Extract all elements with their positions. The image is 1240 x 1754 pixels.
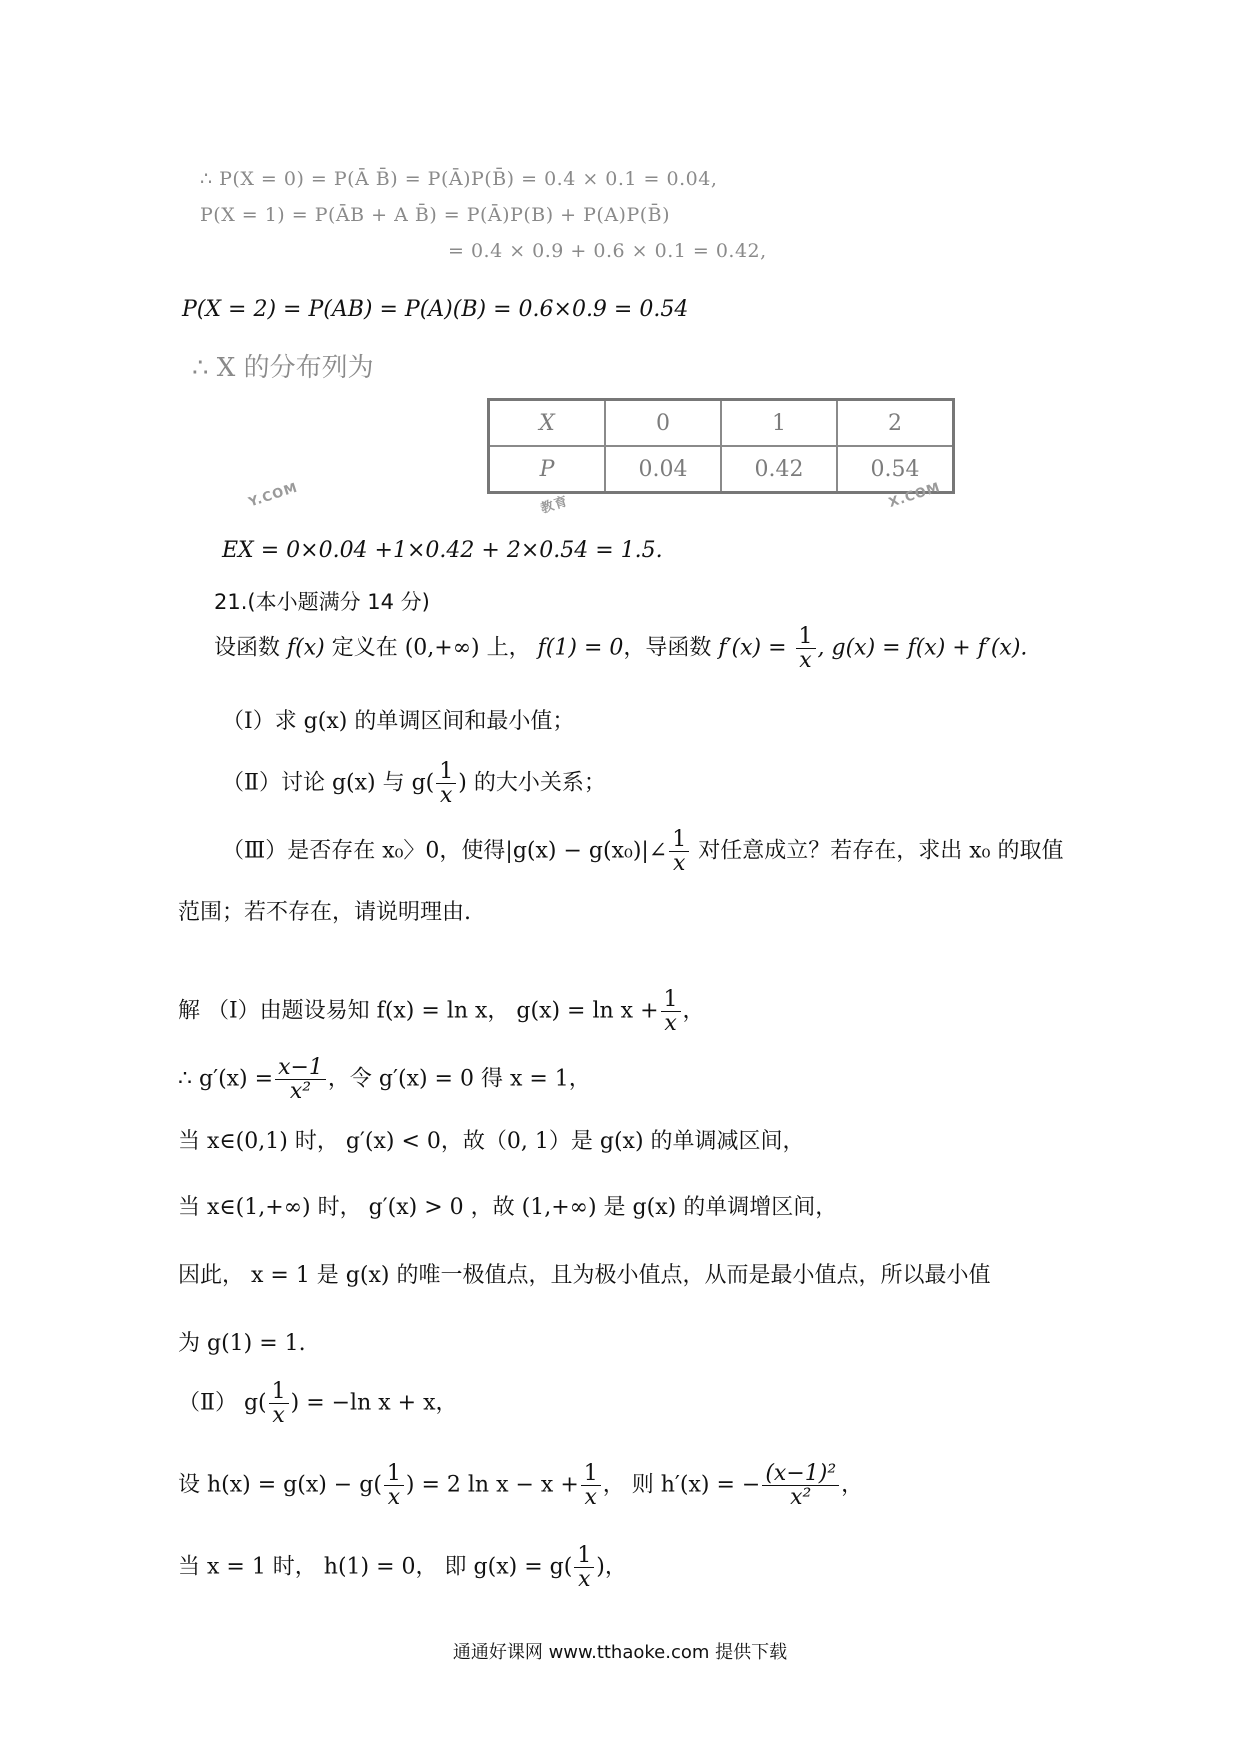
watermark: X.COM: [886, 480, 943, 511]
page-footer: 通通好课网 www.tthaoke.com 提供下载: [452, 1642, 788, 1663]
math-segment: , g(x) = f(x) + f′(x).: [817, 635, 1028, 661]
question-21-text: [214, 625, 1027, 672]
question-part-3-continued: 范围；若不存在，请说明理由.: [178, 900, 471, 925]
table-row: [489, 400, 954, 447]
question-part-1: （Ⅰ）求 g(x) 的单调区间和最小值；: [222, 709, 575, 734]
distribution-title: ∴ X 的分布列为: [192, 353, 374, 383]
math-segment: (0,+∞): [404, 635, 480, 661]
solution-line: （Ⅱ） g( $\frac{1}{x}$ ) = −ln x + x，: [178, 1379, 458, 1429]
watermark: Y.COM: [246, 480, 300, 511]
solution-line: 当 x∈(0,1) 时， g′(x) < 0，故（0, 1）是 g(x) 的单调减区间，: [178, 1129, 805, 1154]
prob-x1-continued: = 0.4 × 0.9 + 0.6 × 0.1 = 0.42,: [448, 240, 767, 262]
solution-line: 当 x = 1 时， h(1) = 0， 即 g(x) = g( $\frac{1}{x}$ )，: [178, 1543, 627, 1593]
table-cell: 0.04: [605, 446, 721, 493]
solution-line: 当 x∈(1,+∞) 时， g′(x) > 0 ，故 (1,+∞) 是 g(x) 的单调增区间，: [178, 1195, 838, 1220]
table-cell: 0: [605, 400, 721, 447]
solution-line: 因此， x = 1 是 g(x) 的唯一极值点，且为极小值点，从而是最小值点，所以最小值: [178, 1263, 991, 1288]
solution-line: 设 h(x) = g(x) − g( $\frac{1}{x}$ ) = 2 ln x − x + $\frac{1}{x}$ ， 则 h′(x) = − $\frac{\text{(x−1)²}}{\text{x²}}$ ，: [178, 1461, 864, 1511]
question-part-2: （Ⅱ）讨论 g(x) 与 g( $\frac{1}{x}$ ) 的大小关系；: [222, 759, 606, 809]
fraction: $\frac{1}{x}$: [581, 1462, 601, 1509]
question-part-3: （Ⅲ）是否存在 x₀〉0，使得|g(x) − g(x₀)|∠ $\frac{1}{x}$ 对任意成立？若存在，求出 x₀ 的取值: [222, 827, 1064, 877]
fraction: $\frac{\text{(x−1)²}}{\text{x²}}$: [762, 1462, 839, 1509]
fraction: $\frac{1}{x}$: [436, 760, 456, 807]
fraction: $\frac{1}{x}$: [661, 988, 681, 1035]
table-row: [489, 446, 954, 493]
table-cell: P: [489, 446, 606, 493]
solution-line: 解 （Ⅰ）由题设易知 f(x) = ln x， g(x) = ln x + $\frac{1}{x}$ ，: [178, 987, 705, 1037]
math-segment: f′(x) =: [718, 635, 794, 661]
question-21-title: 21.(本小题满分 14 分): [214, 590, 430, 614]
text-segment: 上，: [479, 635, 538, 661]
fraction: $\frac{1}{x}$: [669, 828, 689, 875]
solution-line: ∴ g′(x) = $\frac{x-1}{\text{x²}}$ ，令 g′(x) = 0 得 x = 1，: [178, 1055, 591, 1105]
prob-x1-line: P(X = 1) = P(ĀB + A B̄) = P(Ā)P(B) + P(A)P(B̄): [200, 204, 671, 226]
fraction: $\frac{1}{x}$: [269, 1380, 289, 1427]
fraction: $\frac{1}{x}$: [384, 1462, 404, 1509]
math-segment: f(x): [287, 635, 325, 661]
prob-x2-line: P(X = 2) = P(AB) = P(A)(B) = 0.6×0.9 = 0.54: [182, 297, 689, 322]
table-cell: 0.54: [837, 446, 954, 493]
text-segment: 定义在: [324, 635, 405, 661]
math-segment: f(1) = 0: [537, 635, 624, 661]
table-cell: 1: [721, 400, 837, 447]
text-segment: 设函数: [214, 635, 287, 661]
table-cell: X: [489, 400, 606, 447]
table-cell: 2: [837, 400, 954, 447]
expectation-line: EX = 0×0.04 +1×0.42 + 2×0.54 = 1.5.: [222, 538, 663, 563]
watermark: 教育: [538, 493, 571, 517]
distribution-table: [487, 398, 955, 494]
table-cell: 0.42: [721, 446, 837, 493]
text-segment: ，导函数: [623, 635, 719, 661]
solution-line: 为 g(1) = 1.: [178, 1331, 306, 1356]
fraction: $\frac{1}{x}$: [796, 625, 816, 672]
prob-x0-line: ∴ P(X = 0) = P(Ā B̄) = P(Ā)P(B̄) = 0.4 × 0.1 = 0.04,: [200, 168, 718, 190]
fraction: $\frac{1}{x}$: [574, 1544, 594, 1591]
fraction: $\frac{x-1}{\text{x²}}$: [275, 1056, 326, 1103]
